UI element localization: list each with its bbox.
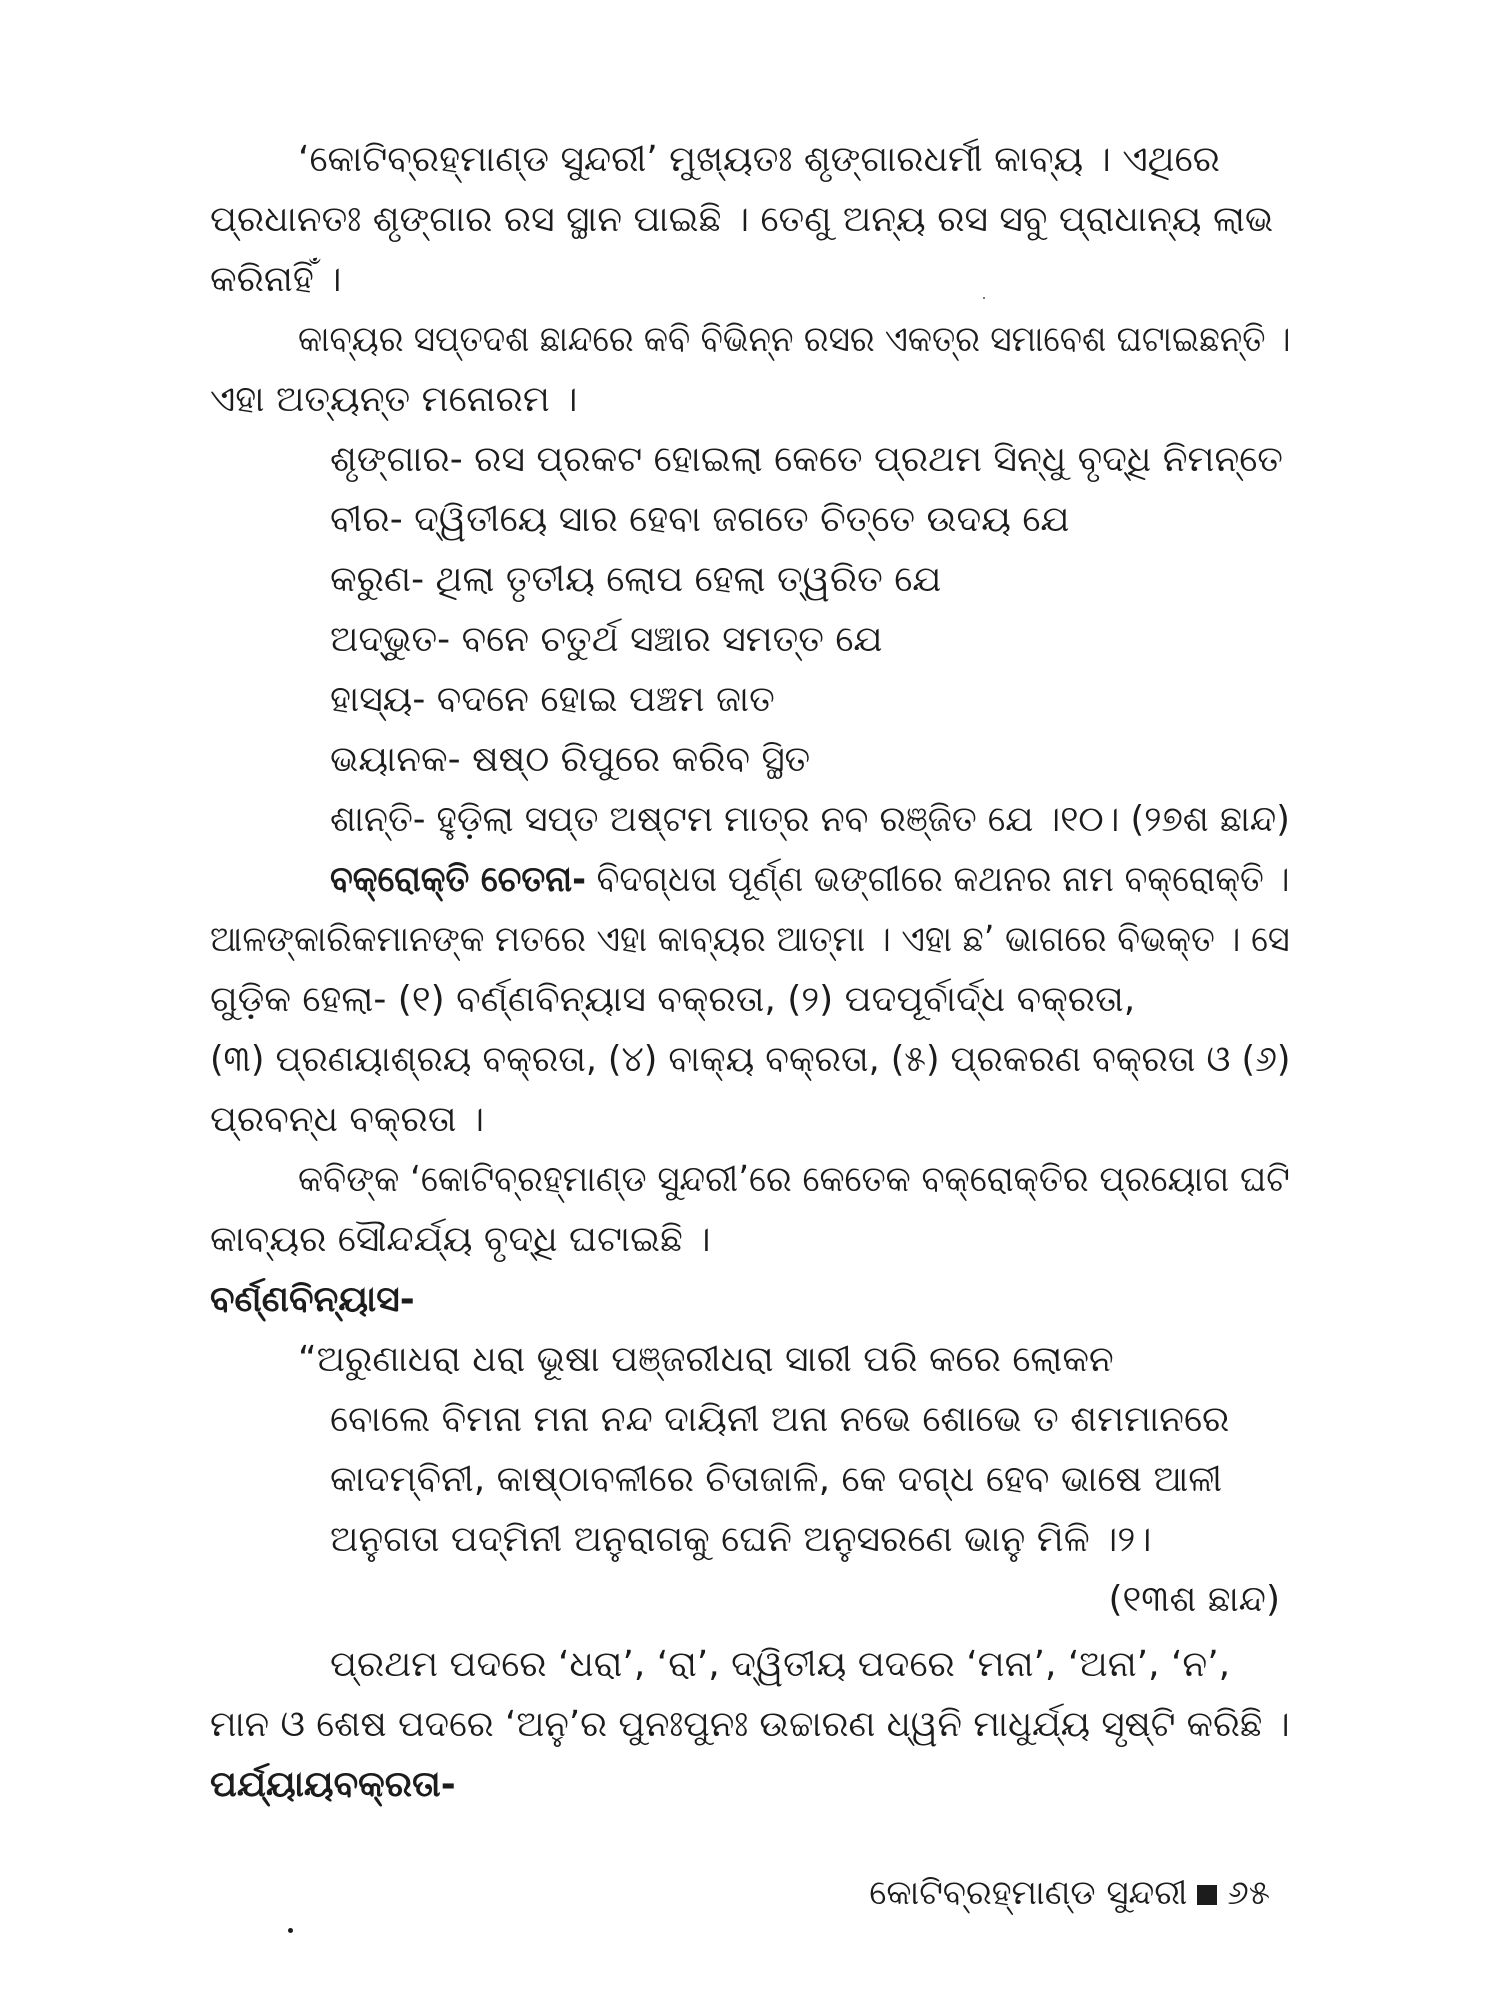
paragraph-4-line-2: ମାନ ଓ ଶେଷ ପଦରେ ‘ଅନୁ’ର ପୁନଃପୁନଃ ଉଚ୍ଚାରଣ ଧ୍ୱନି ମାଧୁର୍ଯ୍ୟ ସୃଷ୍ଟି କରିଛି । <box>210 1704 1290 1745</box>
varnavinyasa-verse-1: “ଅରୁଣାଧରା ଧରା ଭୂଷା ପଞ୍ଜରୀଧରା ସାରୀ ପରି କରେ ଲୋକନ <box>298 1339 1114 1380</box>
paragraph-3-line-1: କବିଙ୍କ ‘କୋଟିବ୍ରହ୍ମାଣ୍ଡ ସୁନ୍ଦରୀ’ରେ କେତେକ ବକ୍ରୋକ୍ତିର ପ୍ରୟୋଗ ଘଟି <box>298 1159 1290 1200</box>
rasa-verse-vira: ବୀର- ଦ୍ୱିତୀୟେ ସାର ହେବା ଜଗତେ ଚିତ୍ତେ ଉଦୟ ଯେ <box>330 499 1070 540</box>
paragraph-1-line-1 <box>298 130 1280 190</box>
rasa-verse-adbhuta: ଅଦ୍ଭୁତ- ବନେ ଚତୁର୍ଥ ସଞ୍ଚାର ସମତ୍ତ ଯେ <box>330 619 883 660</box>
rasa-verse-karuna: କରୁଣ- ଥିଲା ତୃତୀୟ ଲୋପ ହେଲା ତ୍ୱରିତ ଯେ <box>330 559 942 600</box>
paragraph-2-line-1: କାବ୍ୟର ସପ୍ତଦଶ ଛାନ୍ଦରେ କବି ବିଭିନ୍ନ ରସର ଏକତ୍ର ସମାବେଶ ଘଟାଇଛନ୍ତି । <box>298 319 1291 360</box>
page-footer <box>869 1868 1270 1918</box>
vakrokti-line-3: ଗୁଡ଼ିକ ହେଲା- (୧) ବର୍ଣ୍ଣବିନ୍ୟାସ ବକ୍ରତା, (୨) ପଦପୂର୍ବାର୍ଦ୍ଧ ବକ୍ରତା, <box>210 979 1136 1020</box>
rasa-verse-bhayanaka: ଭୟାନକ- ଷଷ୍ଠ ରିପୁରେ କରିବ ସ୍ଥିତ <box>330 739 811 780</box>
ink-speck-mark <box>983 297 985 299</box>
rasa-verse-shanti: ଶାନ୍ତି- ହୁଡ଼ିଲା ସପ୍ତ ଅଷ୍ଟମ ମାତ୍ର ନବ ରଞ୍ଜିତ ଯେ ।୧୦। (୨୭ଶ ଛାନ୍ଦ) <box>330 799 1290 840</box>
vakrokti-line-4: (୩) ପ୍ରଣୟାଶ୍ରୟ ବକ୍ରତା, (୪) ବାକ୍ୟ ବକ୍ରତା, (୫) ପ୍ରକରଣ ବକ୍ରତା ଓ (୬) <box>210 1039 1291 1080</box>
paragraph-1-line-2: ପ୍ରଧାନତଃ ଶୃଙ୍ଗାର ରସ ସ୍ଥାନ ପାଇଛି । ତେଣୁ ଅନ୍ୟ ରସ ସବୁ ପ୍ରାଧାନ୍ୟ ଲାଭ <box>210 199 1274 240</box>
vakrokti-definition: ବିଦଗ୍ଧତା ପୂର୍ଣ୍ଣ ଭଙ୍ଗୀରେ କଥନର ନାମ ବକ୍ରୋକ୍ତି । <box>585 859 1290 900</box>
paragraph-2-line-2: ଏହା ଅତ୍ୟନ୍ତ ମନୋରମ । <box>210 379 578 420</box>
footer-book-title: କୋଟିବ୍ରହ୍ମାଣ୍ଡ ସୁନ୍ଦରୀ <box>869 1873 1188 1913</box>
rasa-verse-shringara: ଶୃଙ୍ଗାର- ରସ ପ୍ରକଟ ହୋଇଲା କେତେ ପ୍ରଥମ ସିନ୍ଧୁ ବୃଦ୍ଧି ନିମନ୍ତେ <box>330 439 1283 480</box>
paryaya-heading: ପର୍ଯ୍ୟାୟବକ୍ରତା- <box>210 1764 456 1805</box>
text-span: ‘କୋଟିବ୍ରହ୍ମାଣ୍ଡ ସୁନ୍ଦରୀ’ ମୁଖ୍ୟତଃ ଶୃଙ୍ଗାରଧର୍ମୀ କାବ୍ୟ । ଏଥିରେ <box>298 139 1220 180</box>
paragraph-4-line-1: ପ୍ରଥମ ପଦରେ ‘ଧରା’, ‘ରା’, ଦ୍ୱିତୀୟ ପଦରେ ‘ମନା’, ‘ଅନା’, ‘ନ’, <box>330 1644 1231 1685</box>
square-bullet-icon <box>1197 1885 1217 1905</box>
varnavinyasa-verse-3: କାଦମ୍ବିନୀ, କାଷ୍ଠାବଳୀରେ ଚିତାଜାଳି, କେ ଦଗ୍ଧ ହେବ ଭାଷେ ଆଳୀ <box>330 1459 1223 1500</box>
vakrokti-heading: ବକ୍ରୋକ୍ତି ଚେତନା- <box>330 859 586 900</box>
page-number: ୬୫ <box>1227 1873 1270 1913</box>
ink-dot-mark <box>288 1928 293 1933</box>
paragraph-1-line-3: କରିନାହିଁ । <box>210 259 342 300</box>
paragraph-3-line-2: କାବ୍ୟର ସୌନ୍ଦର୍ଯ୍ୟ ବୃଦ୍ଧି ଘଟାଇଛି । <box>210 1219 711 1260</box>
vakrokti-line-5: ପ୍ରବନ୍ଧ ବକ୍ରତା । <box>210 1099 485 1140</box>
varnavinyasa-heading: ବର୍ଣ୍ଣବିନ୍ୟାସ- <box>210 1279 415 1320</box>
vakrokti-line-1 <box>330 850 1290 910</box>
varnavinyasa-citation: (୧୩ଶ ଛାନ୍ଦ) <box>1108 1579 1280 1620</box>
varnavinyasa-verse-2: ବୋଲେ ବିମନା ମନା ନନ୍ଦ ଦାୟିନୀ ଅନା ନଭେ ଶୋଭେ ତ ଶମମାନରେ <box>330 1399 1230 1440</box>
varnavinyasa-verse-4: ଅନୁଗତା ପଦ୍ମିନୀ ଅନୁରାଗକୁ ଘେନି ଅନୁସରଣେ ଭାନୁ ମିଳି ।୨। <box>330 1519 1152 1560</box>
rasa-verse-hasya: ହାସ୍ୟ- ବଦନେ ହୋଇ ପଞ୍ଚମ ଜାତ <box>330 679 775 720</box>
vakrokti-line-2: ଆଳଙ୍କାରିକମାନଙ୍କ ମତରେ ଏହା କାବ୍ୟର ଆତ୍ମା । ଏହା ଛ’ ଭାଗରେ ବିଭକ୍ତ । ସେ <box>210 919 1290 960</box>
